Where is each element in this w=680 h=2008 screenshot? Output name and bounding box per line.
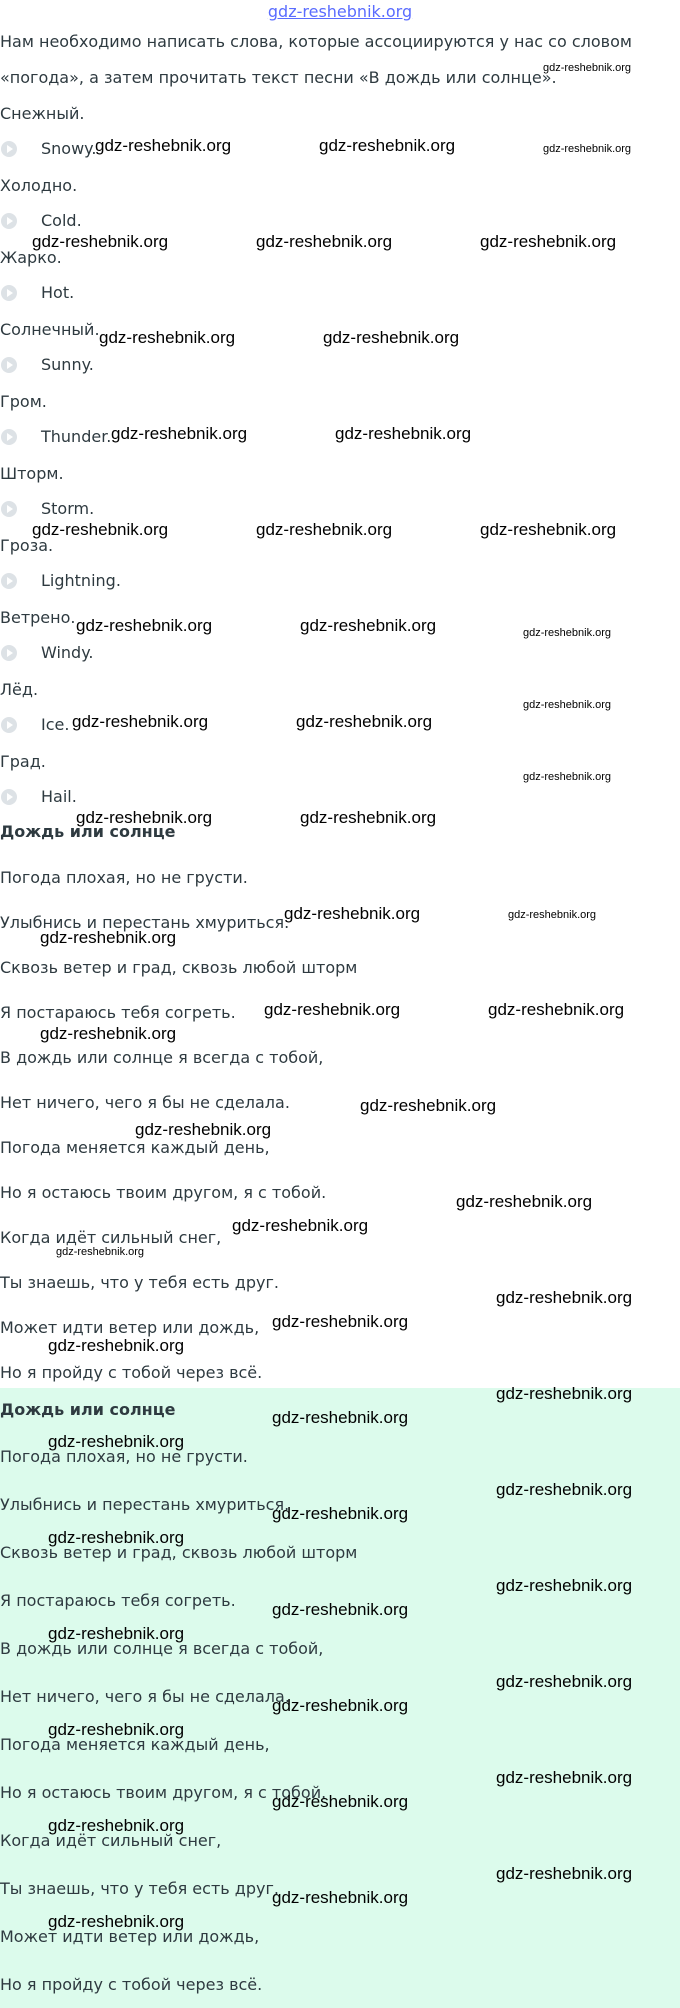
play-icon[interactable]: [1, 789, 17, 805]
watermark-text: gdz-reshebnik.org: [523, 699, 612, 711]
watermark-text: gdz-reshebnik.org: [319, 136, 456, 155]
vocab-ru-sunny: Солнечный.: [0, 320, 100, 339]
song2-line: Я постараюсь тебя согреть.: [0, 1591, 236, 1610]
vocab-ru-storm: Шторм.: [0, 464, 64, 483]
song2-line: Сквозь ветер и град, сквозь любой шторм: [0, 1543, 358, 1562]
song2-title: Дождь или солнце: [0, 1400, 176, 1419]
song-line: Но я пройду с тобой через всё.: [0, 1363, 263, 1382]
watermark-text: gdz-reshebnik.org: [296, 712, 433, 731]
watermark-text: gdz-reshebnik.org: [32, 520, 169, 539]
watermark-text: gdz-reshebnik.org: [56, 1246, 145, 1258]
song-line: Когда идёт сильный снег,: [0, 1228, 222, 1247]
play-icon[interactable]: [1, 573, 17, 589]
vocab-en-hot: Hot.: [41, 283, 75, 302]
vocab-ru-snowy: Снежный.: [0, 104, 85, 123]
watermark-text: gdz-reshebnik.org: [256, 232, 393, 251]
watermark-text: gdz-reshebnik.org: [335, 424, 472, 443]
watermark-text: gdz-reshebnik.org: [48, 1816, 185, 1835]
song-line: Может идти ветер или дождь,: [0, 1318, 260, 1337]
vocab-ru-ice: Лёд.: [0, 680, 39, 699]
watermark-text: gdz-reshebnik.org: [456, 1192, 593, 1211]
song2-line: Погода плохая, но не грусти.: [0, 1447, 248, 1466]
song-line: Я постараюсь тебя согреть.: [0, 1003, 236, 1022]
watermark-text: gdz-reshebnik.org: [496, 1864, 633, 1883]
watermark-text: gdz-reshebnik.org: [300, 808, 437, 827]
vocab-en-hail: Hail.: [41, 787, 77, 806]
watermark-text: gdz-reshebnik.org: [48, 1528, 185, 1547]
song2-line: Может идти ветер или дождь,: [0, 1927, 260, 1946]
song-title: Дождь или солнце: [0, 822, 176, 841]
watermark-text: gdz-reshebnik.org: [323, 328, 460, 347]
vocab-ru-thunder: Гром.: [0, 392, 47, 411]
watermark-text: gdz-reshebnik.org: [543, 62, 632, 74]
watermark-text: gdz-reshebnik.org: [264, 1000, 401, 1019]
song-line: Но я остаюсь твоим другом, я с тобой.: [0, 1183, 327, 1202]
song-line: Погода меняется каждый день,: [0, 1138, 270, 1157]
vocab-en-thunder: Thunder.: [41, 427, 112, 446]
vocab-en-storm: Storm.: [41, 499, 95, 518]
watermark-text: gdz-reshebnik.org: [272, 1408, 409, 1427]
watermark-text: gdz-reshebnik.org: [543, 143, 632, 155]
song2-line: В дождь или солнце я всегда с тобой,: [0, 1639, 324, 1658]
vocab-ru-lightning: Гроза.: [0, 536, 54, 555]
watermark-text: gdz-reshebnik.org: [523, 627, 612, 639]
watermark-text: gdz-reshebnik.org: [272, 1600, 409, 1619]
song-line: Улыбнись и перестань хмуриться.: [0, 913, 290, 932]
watermark-text: gdz-reshebnik.org: [111, 424, 248, 443]
watermark-text: gdz-reshebnik.org: [99, 328, 236, 347]
play-icon[interactable]: [1, 429, 17, 445]
vocab-en-ice: Ice.: [41, 715, 70, 734]
watermark-text: gdz-reshebnik.org: [40, 1024, 177, 1043]
watermark-text: gdz-reshebnik.org: [272, 1888, 409, 1907]
song2-line: Улыбнись и перестань хмуриться.: [0, 1495, 290, 1514]
watermark-text: gdz-reshebnik.org: [135, 1120, 272, 1139]
watermark-text: gdz-reshebnik.org: [300, 616, 437, 635]
watermark-text: gdz-reshebnik.org: [523, 771, 612, 783]
watermark-text: gdz-reshebnik.org: [76, 808, 213, 827]
play-icon[interactable]: [1, 213, 17, 229]
vocab-ru-hot: Жарко.: [0, 248, 62, 267]
song-line: В дождь или солнце я всегда с тобой,: [0, 1048, 324, 1067]
watermark-text: gdz-reshebnik.org: [496, 1288, 633, 1307]
watermark-text: gdz-reshebnik.org: [496, 1768, 633, 1787]
watermark-text: gdz-reshebnik.org: [48, 1432, 185, 1451]
watermark-text: gdz-reshebnik.org: [48, 1720, 185, 1739]
play-icon[interactable]: [1, 645, 17, 661]
watermark-text: gdz-reshebnik.org: [360, 1096, 497, 1115]
watermark-text: gdz-reshebnik.org: [232, 1216, 369, 1235]
song-line: Нет ничего, чего я бы не сделала.: [0, 1093, 290, 1112]
watermark-text: gdz-reshebnik.org: [48, 1624, 185, 1643]
watermark-text: gdz-reshebnik.org: [32, 232, 169, 251]
watermark-text: gdz-reshebnik.org: [480, 232, 617, 251]
watermark-text: gdz-reshebnik.org: [40, 928, 177, 947]
watermark-text: gdz-reshebnik.org: [508, 909, 597, 921]
play-icon[interactable]: [1, 357, 17, 373]
watermark-text: gdz-reshebnik.org: [256, 520, 393, 539]
watermark-text: gdz-reshebnik.org: [496, 1576, 633, 1595]
watermark-text: gdz-reshebnik.org: [272, 1504, 409, 1523]
vocab-en-windy: Windy.: [41, 643, 94, 662]
site-header-link[interactable]: gdz-reshebnik.org: [267, 2, 413, 21]
watermark-text: gdz-reshebnik.org: [272, 1792, 409, 1811]
song2-line: Нет ничего, чего я бы не сделала.: [0, 1687, 290, 1706]
song2-line: Но я остаюсь твоим другом, я с тобой.: [0, 1783, 327, 1802]
song-line: Погода плохая, но не грусти.: [0, 868, 248, 887]
vocab-en-sunny: Sunny.: [41, 355, 94, 374]
watermark-text: gdz-reshebnik.org: [48, 1336, 185, 1355]
song-line: Сквозь ветер и град, сквозь любой шторм: [0, 958, 358, 977]
watermark-text: gdz-reshebnik.org: [496, 1672, 633, 1691]
song2-line: Ты знаешь, что у тебя есть друг.: [0, 1879, 279, 1898]
vocab-ru-windy: Ветрено.: [0, 608, 76, 627]
vocab-ru-cold: Холодно.: [0, 176, 78, 195]
vocab-en-lightning: Lightning.: [41, 571, 121, 590]
watermark-text: gdz-reshebnik.org: [95, 136, 232, 155]
intro-text-line2: «погода», а затем прочитать текст песни «В дождь или солнце».: [0, 68, 557, 87]
song2-line: Когда идёт сильный снег,: [0, 1831, 222, 1850]
play-icon[interactable]: [1, 717, 17, 733]
watermark-text: gdz-reshebnik.org: [496, 1480, 633, 1499]
watermark-text: gdz-reshebnik.org: [48, 1912, 185, 1931]
song-line: Ты знаешь, что у тебя есть друг.: [0, 1273, 279, 1292]
intro-text-line1: Нам необходимо написать слова, которые ассоциируются у нас со словом: [0, 32, 632, 51]
song2-line: Погода меняется каждый день,: [0, 1735, 270, 1754]
watermark-text: gdz-reshebnik.org: [72, 712, 209, 731]
play-icon[interactable]: [1, 141, 17, 157]
watermark-text: gdz-reshebnik.org: [284, 904, 421, 923]
watermark-text: gdz-reshebnik.org: [272, 1312, 409, 1331]
vocab-ru-hail: Град.: [0, 752, 46, 771]
watermark-text: gdz-reshebnik.org: [76, 616, 213, 635]
watermark-text: gdz-reshebnik.org: [496, 1384, 633, 1403]
song2-line: Но я пройду с тобой через всё.: [0, 1975, 263, 1994]
vocab-en-snowy: Snowy.: [41, 139, 97, 158]
vocab-en-cold: Cold.: [41, 211, 82, 230]
watermark-text: gdz-reshebnik.org: [488, 1000, 625, 1019]
play-icon[interactable]: [1, 501, 17, 517]
watermark-text: gdz-reshebnik.org: [480, 520, 617, 539]
play-icon[interactable]: [1, 285, 17, 301]
watermark-text: gdz-reshebnik.org: [272, 1696, 409, 1715]
